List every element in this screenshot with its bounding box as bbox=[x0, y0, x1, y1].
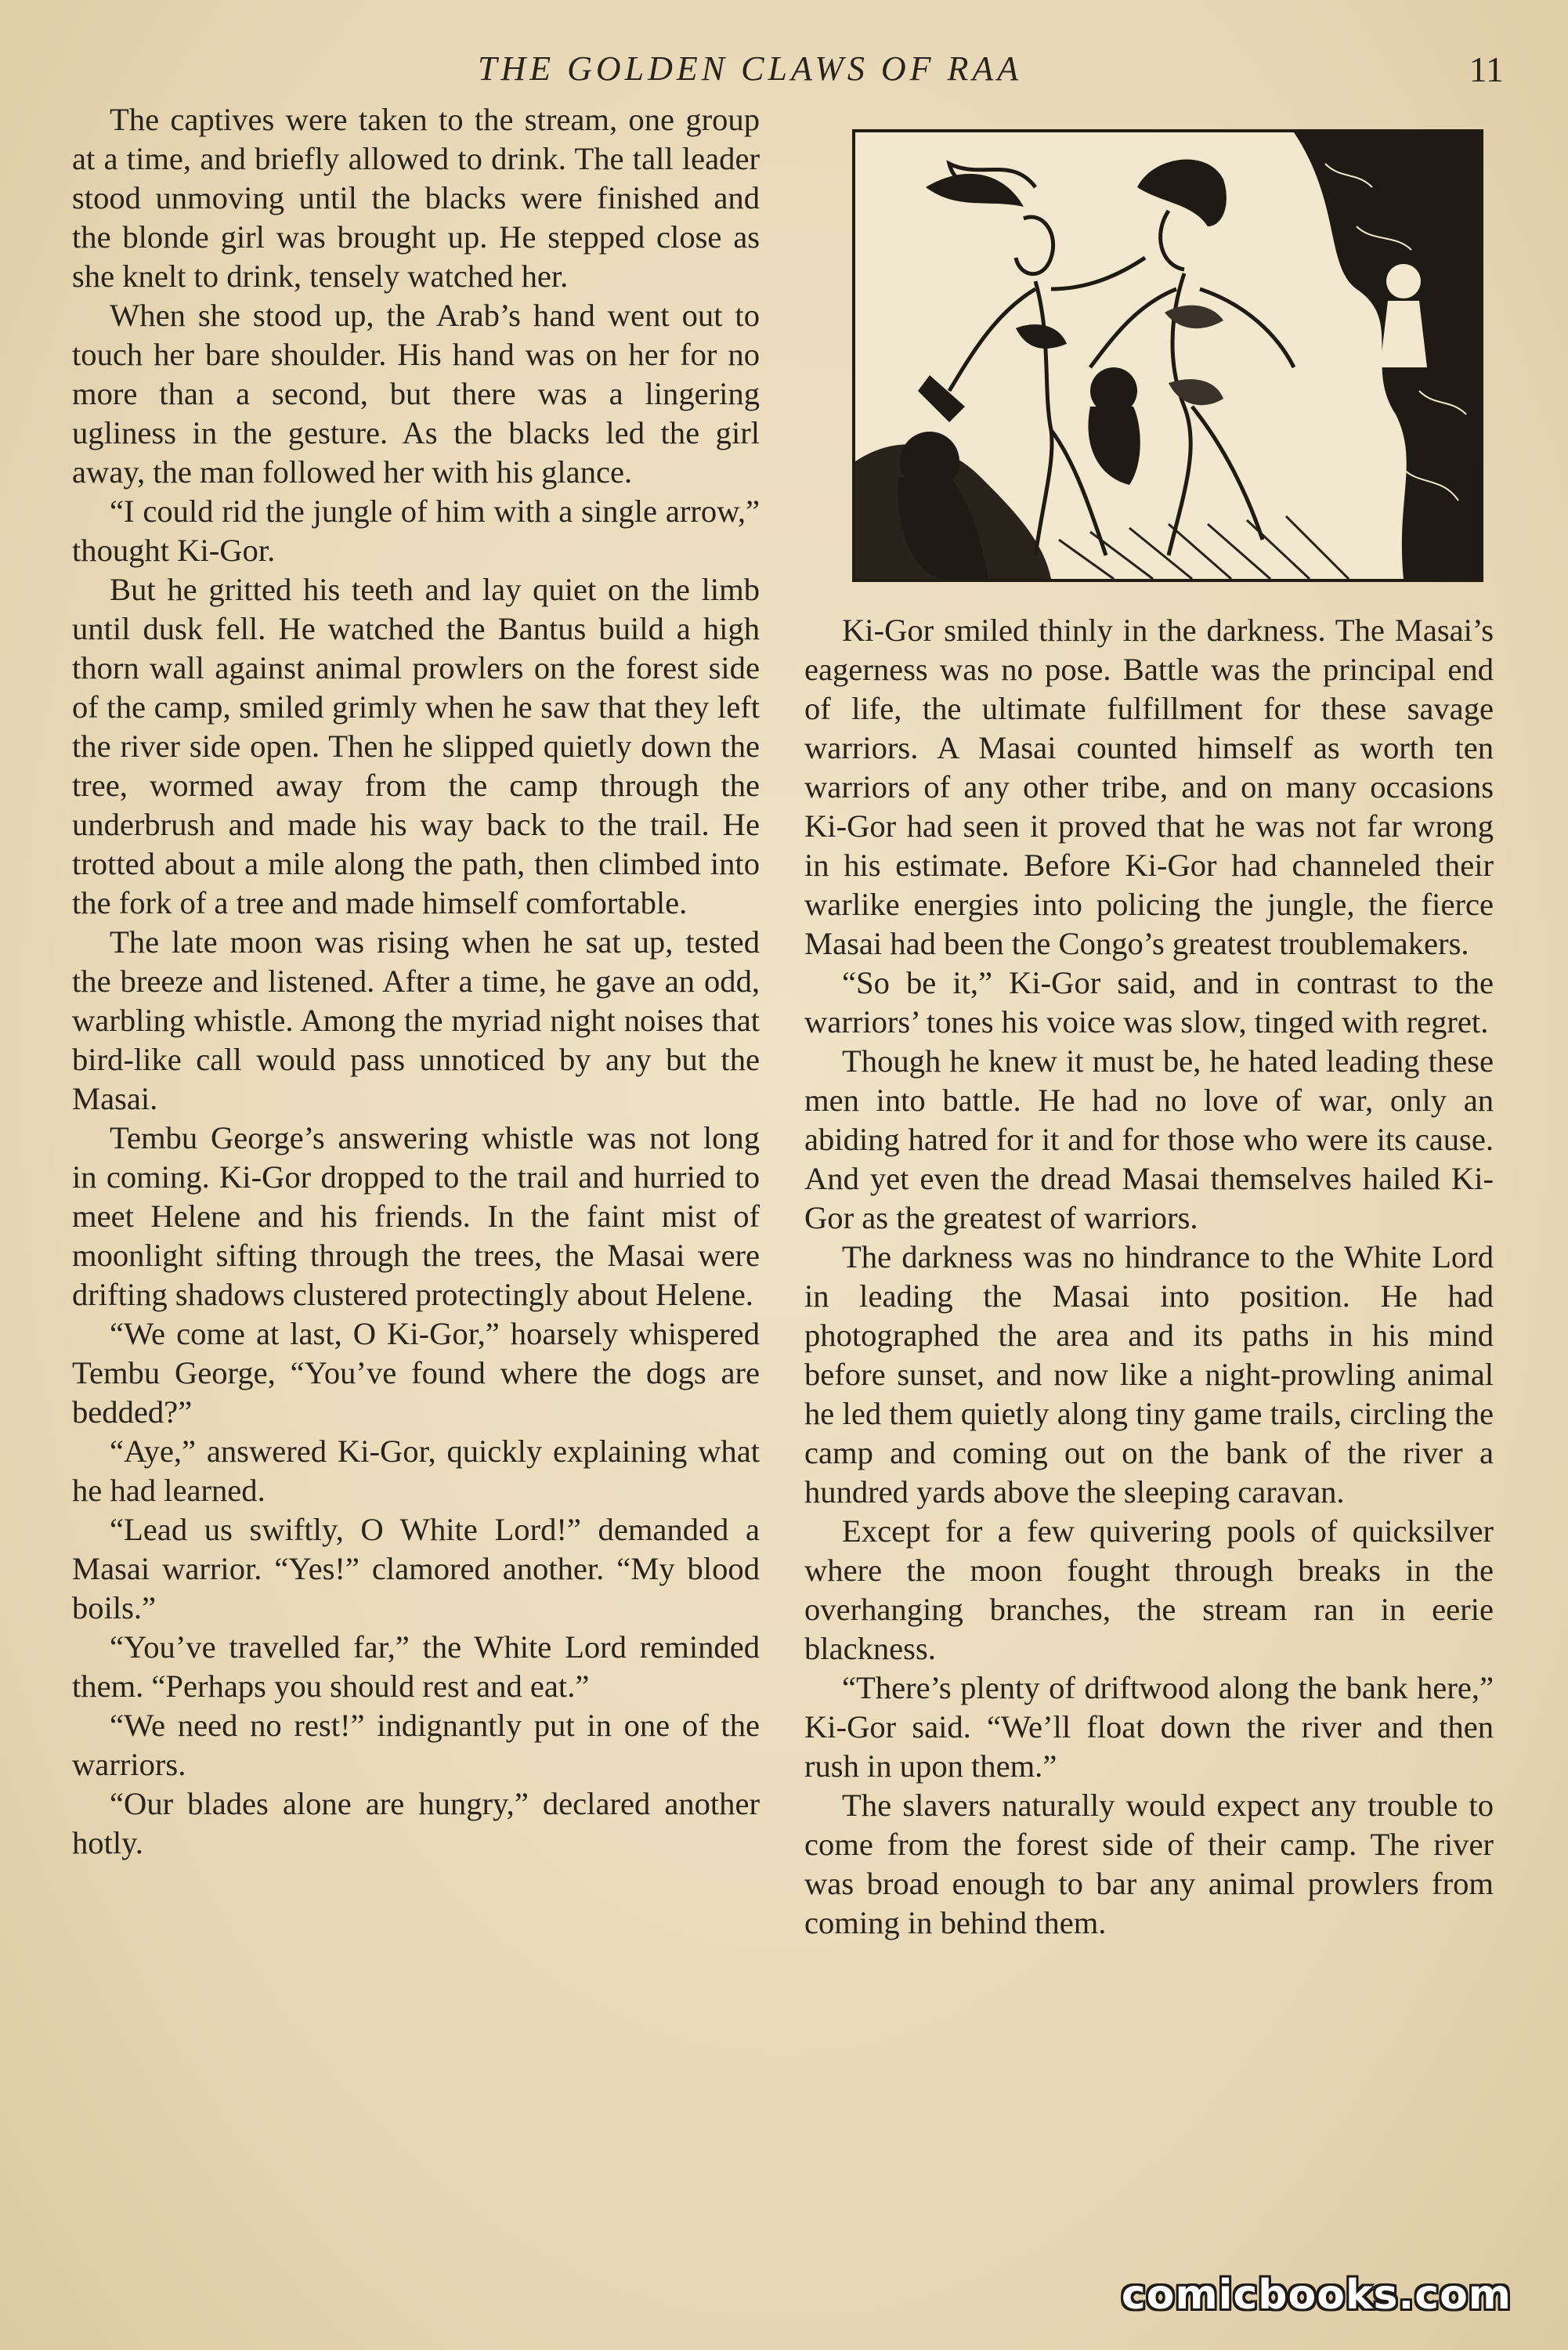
paragraph: The darkness was no hindrance to the White Lord in leading the Masai into position. He had photographed the area and its paths in his mind before sunset, and now like a night-prowling animal he led them quietly along tiny game trails, circling the camp and coming out on the bank of the river a hundred yards above the sleeping caravan. bbox=[804, 1239, 1494, 1509]
paragraph: “Aye,” answered Ki-Gor, quickly explaining what he had learned. bbox=[72, 1434, 760, 1508]
text-column-right bbox=[804, 611, 1494, 1943]
page-number: 11 bbox=[1469, 49, 1504, 89]
story-illustration bbox=[852, 129, 1483, 582]
paragraph: “We come at last, O Ki-Gor,” hoarsely whispered Tembu George, “You’ve found where the dogs are bedded?” bbox=[72, 1316, 760, 1430]
paragraph: “I could rid the jungle of him with a single arrow,” thought Ki-Gor. bbox=[72, 494, 760, 568]
paragraph: Except for a few quivering pools of quicksilver where the moon fought through breaks in the overhanging branches, the stream ran in eerie blackness. bbox=[804, 1513, 1494, 1666]
running-title: THE GOLDEN CLAWS OF RAA bbox=[478, 49, 1023, 88]
paragraph: Though he knew it must be, he hated leading these men into battle. He had no love of war, only an abiding hatred for it and for those who were its cause. And yet even the dread Masai themselves hailed Ki-Gor as the greatest of warriors. bbox=[804, 1043, 1494, 1235]
text-column-left bbox=[72, 100, 760, 1863]
paragraph: The late moon was rising when he sat up, tested the breeze and listened. After a time, he gave an odd, warbling whistle. Among the myriad night noises that bird-like call would pass unnoticed by any but the Masai. bbox=[72, 924, 760, 1116]
paragraph: “You’ve travelled far,” the White Lord reminded them. “Perhaps you should rest and eat.” bbox=[72, 1629, 760, 1704]
paragraph: The captives were taken to the stream, one group at a time, and briefly allowed to drink. The tall leader stood unmoving until the blacks were finished and the blonde girl was brought up. He stepped close as she knelt to drink, tensely watched her. bbox=[72, 102, 760, 294]
paragraph: Tembu George’s answering whistle was not long in coming. Ki-Gor dropped to the trail and hurried to meet Helene and his friends. In the faint mist of moonlight sifting through the trees, the Masai were drifting shadows clustered protectingly about Helene. bbox=[72, 1120, 760, 1312]
paragraph: But he gritted his teeth and lay quiet on the limb until dusk fell. He watched the Bantus build a high thorn wall against animal prowlers on the forest side of the camp, smiled grimly when he saw that they left the river side open. Then he slipped quietly down the tree, wormed away from the camp through the underbrush and made his way back to the trail. He trotted about a mile along the path, then climbed into the fork of a tree and made himself comfortable. bbox=[72, 572, 760, 920]
paragraph: Ki-Gor smiled thinly in the darkness. The Masai’s eagerness was no pose. Battle was the principal end of life, the ultimate fulfillment for these savage warriors. A Masai counted himself as worth ten warriors of any other tribe, and on many occasions Ki-Gor had seen it proved that he was not far wrong in his estimate. Before Ki-Gor had channeled their warlike energies into policing the jungle, the fierce Masai had been the Congo’s greatest troublemakers. bbox=[804, 613, 1494, 961]
paragraph: “We need no rest!” indignantly put in one of the warriors. bbox=[72, 1708, 760, 1782]
paragraph: “Our blades alone are hungry,” declared another hotly. bbox=[72, 1786, 760, 1860]
paragraph: “So be it,” Ki-Gor said, and in contrast to the warriors’ tones his voice was slow, tinged with regret. bbox=[804, 965, 1494, 1039]
paragraph: “Lead us swiftly, O White Lord!” demanded a Masai warrior. “Yes!” clamored another. “My blood boils.” bbox=[72, 1512, 760, 1625]
paragraph: When she stood up, the Arab’s hand went out to touch her bare shoulder. His hand was on her for no more than a second, but there was a lingering ugliness in the gesture. As the blacks led the girl away, the man followed her with his glance. bbox=[72, 298, 760, 490]
watermark: comicbooks.com bbox=[1121, 2272, 1512, 2319]
page-header bbox=[70, 49, 1504, 96]
paragraph: The slavers naturally would expect any trouble to come from the forest side of their camp. The river was broad enough to bar any animal prowlers from coming in behind them. bbox=[804, 1788, 1494, 1940]
paragraph: “There’s plenty of driftwood along the bank here,” Ki-Gor said. “We’ll float down the river and then rush in upon them.” bbox=[804, 1670, 1494, 1784]
